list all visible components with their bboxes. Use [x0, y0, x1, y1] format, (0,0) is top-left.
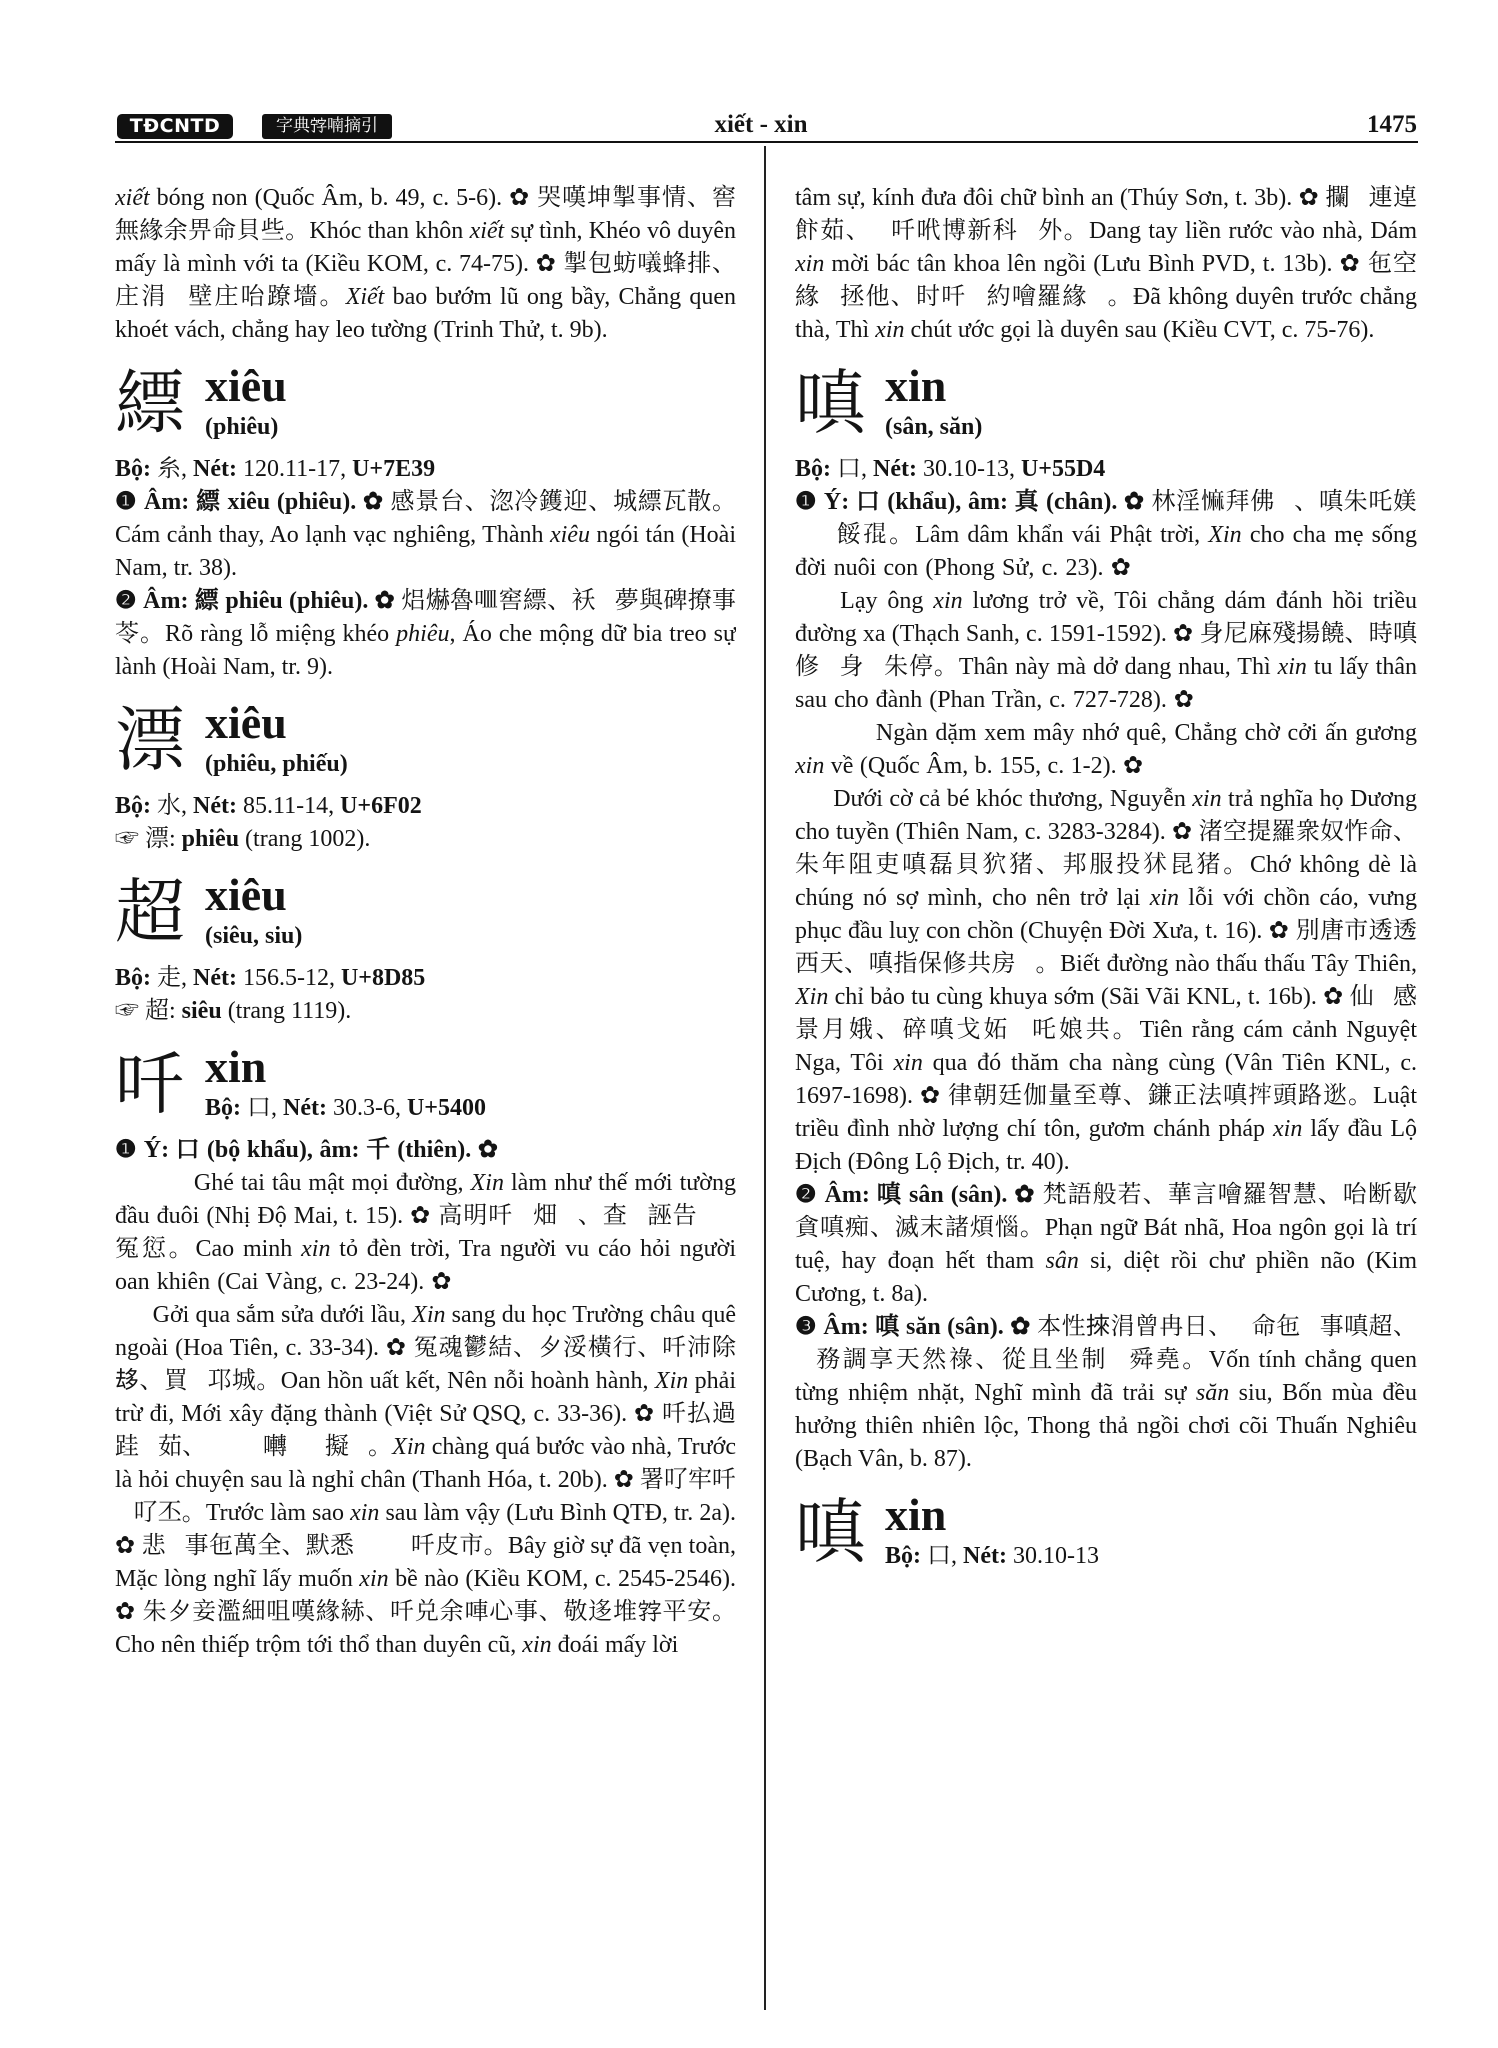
bold-text-run: ❶ Âm: 縹 xiêu (phiêu). ✿: [115, 489, 384, 515]
text-run: phải trừ đi, Mới xây đặng thành (Việt Sử QSQ, c. 33-36). ✿ 吀払過跬𠓨茹、𠸥𠸥𢙱囀𡢐𠸥擬𨉟。: [115, 1368, 736, 1460]
text-run: qua đó thăm cha nàng cùng (Vân Tiên KNL, c. 1697-1698). ✿ 律朝廷伽量至尊、鎌正法嗔𢭂頭路逖。Luật triều đình nhờ lượng chí tôn, gươm chánh pháp: [795, 1050, 1417, 1142]
headword-block: [885, 357, 982, 443]
text-run: trả nghĩa họ Dương cho tuyền (Thiên Nam, c. 3283-3284). ✿ 渚空提羅衆奴怍命、朱年阻吏嗔磊貝狖猪、邦服投𤝞昆猪。Chớ không dè là chúng nó sợ mình, cho nên trở lại: [795, 786, 1417, 911]
bold-text-run: Bộ:: [205, 1095, 241, 1121]
bold-text-run: Bộ:: [115, 456, 151, 482]
bold-text-run: (phiêu, phiếu): [205, 751, 348, 777]
italic-headword-reference: Xin: [795, 984, 829, 1010]
italic-headword-reference: xin: [350, 1500, 380, 1526]
sino-vietnamese-reading: [205, 411, 287, 443]
sense-paragraph: [115, 486, 736, 585]
text-run: 水,: [151, 793, 193, 819]
headword-character: 嗔: [795, 1491, 865, 1573]
publication-logo-han-nom: 字典𡨸喃摘引: [262, 114, 392, 139]
text-run: lỗi với chồn cáo, vưng phục đầu luỵ con chồn (Chuyện Đời Xưa, t. 16). ✿ 別唐市透透西天、嗔指保修共房𡗉。Biết đường nào thấu thấu Tây Thiên,: [795, 885, 1417, 977]
bold-text-run: U+55D4: [1020, 456, 1106, 482]
right-column: [795, 182, 1417, 2014]
text-run: ☞ 超:: [115, 998, 182, 1024]
text-run: chỉ bảo tu cùng khuya sớm (Sãi Vãi KNL, t. 16b). ✿ 仙𠴍感景月娥、碎嗔戈妬𥄭吒娘共。Tiên rằng cám cảnh Nguyệt Nga, Tôi: [795, 984, 1417, 1076]
bold-text-run: Nét:: [193, 456, 237, 482]
italic-headword-reference: xin: [1149, 885, 1180, 911]
radical-stroke-line: [115, 962, 736, 995]
sense-paragraph: [795, 486, 1417, 1179]
text-run: 156.5-12,: [236, 965, 341, 991]
text-run: 𦖑聽奏蜜每塘、吀𫜵如世買詳頭𡳜。Ghé tai tâu mật mọi đường,: [115, 1137, 736, 1196]
running-title: xiết - xin: [714, 111, 808, 138]
bold-text-run: Nét:: [283, 1095, 327, 1121]
sino-vietnamese-reading: [885, 411, 982, 443]
entry-head: [115, 694, 736, 790]
headword-block: [885, 1486, 1099, 1572]
bold-text-run: Nét:: [193, 965, 237, 991]
headword-character: 縹: [115, 362, 185, 444]
continued-paragraph: [115, 182, 736, 347]
bold-text-run: ❸ Âm: 嗔 săn (sân). ✿: [795, 1314, 1031, 1340]
italic-headword-reference: xin: [795, 251, 825, 277]
text-run: chàng quá bước vào nhà, Trước là hỏi chuyện sau là nghỉ chân (Thanh Hóa, t. 20b). ✿ 署𠮩牢吀𡢐𠮩丕。Trước làm sao: [115, 1434, 736, 1526]
italic-headword-reference: săn: [1195, 1380, 1230, 1406]
cross-reference: [115, 823, 736, 856]
text-run: , Áo che mộng dữ bia treo sự lành (Hoài Nam, tr. 9).: [115, 621, 736, 680]
italic-headword-reference: Xin: [392, 1434, 426, 1460]
entry-head: [115, 357, 736, 453]
text-run: 林淫𢠩拜佛𡗶、嗔朱吒媄𢀭𣈜餒𡥵。Lâm dâm khẩn vái Phật trời,: [795, 489, 1417, 548]
italic-headword-reference: Xin: [1208, 522, 1242, 548]
text-run: sang du học Trường châu quê ngoài (Hoa Tiên, c. 33-34). ✿ 冤魂鬱結、𫜵浽橫行、吀沛除𠫾、買𡏦邛城。Oan hồn uất kết, Nên nỗi hoành hành,: [115, 1302, 736, 1394]
text-run: về (Quốc Âm, b. 155, c. 1-2). ✿ 𨑗旗奇𡮣哭傷、願嗔把義户楊朱全。Dưới cờ cả bé khóc thương, Nguyễn: [795, 753, 1417, 812]
italic-headword-reference: xiết: [115, 185, 150, 211]
headword-block: [205, 357, 287, 443]
headword-character: 吀: [115, 1043, 185, 1125]
bold-text-run: U+5400: [406, 1095, 486, 1121]
text-run: 感景台、淴冷鑊迎、城縹瓦散。Cám cảnh thay, Ao lạnh vạc nghiêng, Thành: [115, 489, 736, 548]
italic-headword-reference: xin: [933, 588, 963, 614]
bold-text-run: Bộ:: [115, 965, 151, 991]
entry-head: [115, 866, 736, 962]
headword: xin: [205, 1041, 267, 1092]
bold-text-run: U+7E39: [352, 456, 436, 482]
continued-paragraph: [795, 182, 1417, 347]
headword-character: 嗔: [795, 362, 865, 444]
bold-text-run: Nét:: [873, 456, 917, 482]
radical-stroke-line: [205, 1092, 486, 1124]
publication-logo: TĐCNTD: [117, 114, 233, 139]
radical-stroke-line: [885, 1540, 1099, 1572]
sino-vietnamese-reading: [205, 920, 302, 952]
bold-text-run: ❶ Ý: 口 (khẩu), âm: 真 (chân). ✿: [795, 489, 1145, 515]
italic-headword-reference: Xin: [654, 1368, 689, 1394]
italic-headword-reference: xin: [359, 1566, 389, 1592]
sino-vietnamese-reading: [205, 748, 348, 780]
italic-headword-reference: xin: [893, 1050, 923, 1076]
text-run: lương trở về, Tôi chẳng dám đánh hồi triều đường xa (Thạch Sanh, c. 1591-1592). ✿ 身尼麻殘揚饒、時嗔修𥙩身𡢐朱停。Thân này mà dở dang nhau, Thì: [795, 588, 1417, 680]
text-run: tâm sự, kính đưa đôi chữ bình an (Thúy Sơn, t. 3b). ✿ 攔𢬣連逴飰茹、𢜝吀𠰺博新科𨖲外。Dang tay liền rước vào nhà, Dám: [795, 185, 1417, 244]
text-run: si, diệt rồi chư phiền não (Kim Cương, t. 8a).: [795, 1248, 1417, 1307]
bold-text-run: (siêu, siu): [205, 923, 303, 949]
text-run: (trang 1002).: [239, 826, 371, 852]
italic-headword-reference: xin: [301, 1236, 331, 1262]
text-run: 口,: [831, 456, 873, 482]
bold-text-run: U+6F02: [340, 793, 422, 819]
headword: xiêu: [205, 869, 287, 920]
text-run: mời bác tân khoa lên ngồi (Lưu Bình PVD, t. 13b). ✿ 㐌空緣𠓀拯他、时吀𧵑約噲羅緣𡢐。Đã không duyên trước chẳng thà, Thì: [795, 251, 1417, 343]
italic-headword-reference: xin: [1273, 1116, 1303, 1142]
bold-text-run: siêu: [181, 998, 222, 1024]
entry-head: [115, 1038, 736, 1134]
text-run: 焒爀魯𠰘窖縹、袄𩂀夢與碑撩事苓。Rõ ràng lỗ miệng khéo: [115, 588, 736, 647]
headword: xin: [885, 360, 947, 411]
text-run: 30.3-6,: [326, 1095, 407, 1121]
radical-stroke-line: [115, 453, 736, 486]
text-run: bao bướm lũ ong bầy, Chẳng quen khoét vách, chẳng hay leo tường (Trinh Thử, t. 9b).: [115, 284, 736, 343]
bold-text-run: (phiêu): [205, 414, 279, 440]
bold-text-run: phiêu: [181, 826, 240, 852]
radical-stroke-line: [115, 790, 736, 823]
bold-text-run: ❶ Ý: 口 (bộ khẩu), âm: 千 (thiên). ✿: [115, 1137, 499, 1163]
italic-headword-reference: Xiết: [345, 284, 385, 310]
headword: xiêu: [205, 360, 287, 411]
header-rule: [115, 141, 1418, 143]
text-run: bề nào (Kiều KOM, c. 2545-2546). ✿ 朱𫜵妾濫細咀嘆緣𦀗、吀兑余唓心事、敬迻堆𡦂平安。Cho nên thiếp trộm tới thổ than duyên cũ,: [115, 1566, 736, 1658]
bold-text-run: ❷ Âm: 嗔 sân (sân). ✿: [795, 1182, 1036, 1208]
headword: xiêu: [205, 697, 287, 748]
text-run: ngói tán (Hoài Nam, tr. 38).: [115, 522, 736, 581]
text-run: sự tình, Khéo vô duyên mấy là mình với ta (Kiều KOM, c. 74-75). ✿ 掣包蚄𠿿蜂排、庄涓𢲣壁庄咍蹽墻。: [115, 218, 736, 310]
bold-text-run: Bộ:: [795, 456, 831, 482]
headword: xin: [885, 1489, 947, 1540]
bold-text-run: (sân, săn): [885, 414, 983, 440]
bold-text-run: ❷ Âm: 縹 phiêu (phiêu). ✿: [115, 588, 396, 614]
italic-headword-reference: Xin: [470, 1170, 504, 1196]
text-run: chút ước gọi là duyên sau (Kiều CVT, c. 75-76).: [904, 317, 1375, 343]
headword-block: [205, 866, 302, 952]
italic-headword-reference: xin: [1192, 786, 1222, 812]
text-run: 糸,: [151, 456, 193, 482]
text-run: 口,: [921, 1543, 963, 1569]
text-run: 30.10-13,: [916, 456, 1021, 482]
sense-paragraph: [115, 1134, 736, 1662]
italic-headword-reference: phiêu: [396, 621, 450, 647]
sense-paragraph: [795, 1179, 1417, 1311]
bold-text-run: Nét:: [963, 1543, 1007, 1569]
text-run: cho cha mẹ sống đời nuôi con (Phong Sử, c. 23). ✿ 𥛉翁嗔糧阻術、碎庄𢜝打回朝唐賒。Lạy ông: [795, 522, 1417, 614]
text-run: (trang 1119).: [221, 998, 352, 1024]
column-divider: [764, 146, 766, 2010]
text-run: tỏ đèn trời, Tra người vu cáo hỏi người oan khiên (Cai Vàng, c. 23-24). ✿ 𠳒戈𢯢㨂罸楼、吀𨖅遊學長州圭外。Gởi qua sắm sửa dưới lầu,: [115, 1236, 736, 1328]
sense-paragraph: [795, 1311, 1417, 1476]
left-column: [115, 182, 736, 2014]
italic-headword-reference: xin: [1277, 654, 1307, 680]
text-run: 85.11-14,: [236, 793, 341, 819]
text-run: 30.10-13: [1006, 1543, 1099, 1569]
text-run: 口,: [241, 1095, 283, 1121]
radical-stroke-line: [795, 453, 1417, 486]
headword-character: 漂: [115, 699, 185, 781]
text-run: 走,: [151, 965, 193, 991]
bold-text-run: Nét:: [193, 793, 237, 819]
italic-headword-reference: xiết: [469, 218, 505, 244]
bold-text-run: Bộ:: [885, 1543, 921, 1569]
text-run: đoái mấy lời: [551, 1632, 679, 1658]
text-run: 本性𢯦涓曾冉日、𢪀命㐌𢭸事嗔超、𦊚務調享天然祿、從且坐制𡍚舜堯。Vốn tính chẳng quen từng nhiệm nhặt, Nghĩ mình đã trải sự: [795, 1314, 1417, 1406]
text-run: 梵語般若、華言噲羅智慧、咍断歇貪嗔痴、滅末諸煩惱。Phạn ngữ Bát nhã, Hoa ngôn gọi là trí tuệ, hay đoạn hết tham: [795, 1182, 1417, 1274]
page-number: 1475: [1367, 111, 1417, 138]
headword-character: 超: [115, 871, 185, 953]
text-run: sau làm vậy (Lưu Bình QTĐ, tr. 2a). ✿ 悲𣇞事㐌萬全、默悉𢴑𢥈𢙱吀皮市。Bây giờ sự đã vẹn toàn, Mặc lòng nghĩ lấy muốn: [115, 1500, 736, 1592]
text-run: ☞ 漂:: [115, 826, 182, 852]
entry-head: [795, 357, 1417, 453]
bold-text-run: Bộ:: [115, 793, 151, 819]
italic-headword-reference: xin: [522, 1632, 552, 1658]
text-run: lấy đầu Lộ Địch (Đông Lộ Địch, tr. 40).: [795, 1116, 1417, 1175]
italic-headword-reference: xiêu: [549, 522, 590, 548]
text-run: 120.11-17,: [236, 456, 353, 482]
text-run: bóng non (Quốc Âm, b. 49, c. 5-6). ✿ 哭嘆坤掣事情、窖無緣余畀命貝些。Khóc than khôn: [115, 185, 736, 244]
text-run: siu, Bốn mùa đều hưởng thiên nhiên lộc, Thong thả ngồi chơi cõi Thuấn Nghiêu (Bạch Vân, b. 87).: [795, 1380, 1417, 1472]
italic-headword-reference: Xin: [412, 1302, 446, 1328]
entry-head: [795, 1486, 1417, 1582]
cross-reference: [115, 995, 736, 1028]
sense-paragraph: [115, 585, 736, 684]
headword-block: [205, 1038, 486, 1124]
bold-text-run: U+8D85: [340, 965, 426, 991]
italic-headword-reference: sân: [1045, 1248, 1079, 1274]
text-run: làm như thế mới tường đầu đuôi (Nhị Độ Mai, t. 15). ✿ 高明吀𤇮畑𡗶、查𠊛誣告𢙱𠊛冤愆。Cao minh: [115, 1170, 736, 1262]
italic-headword-reference: xin: [875, 317, 905, 343]
text-run: tu lấy thân sau cho đành (Phan Trần, c. 727-728). ✿ 𨃻𨀈𥉫𩄲汝圭、拯除撸印强嗔術。Ngàn dặm xem mây nhớ quê, Chẳng chờ cởi ấn gương: [795, 654, 1417, 746]
headword-block: [205, 694, 348, 780]
italic-headword-reference: xin: [795, 753, 825, 779]
